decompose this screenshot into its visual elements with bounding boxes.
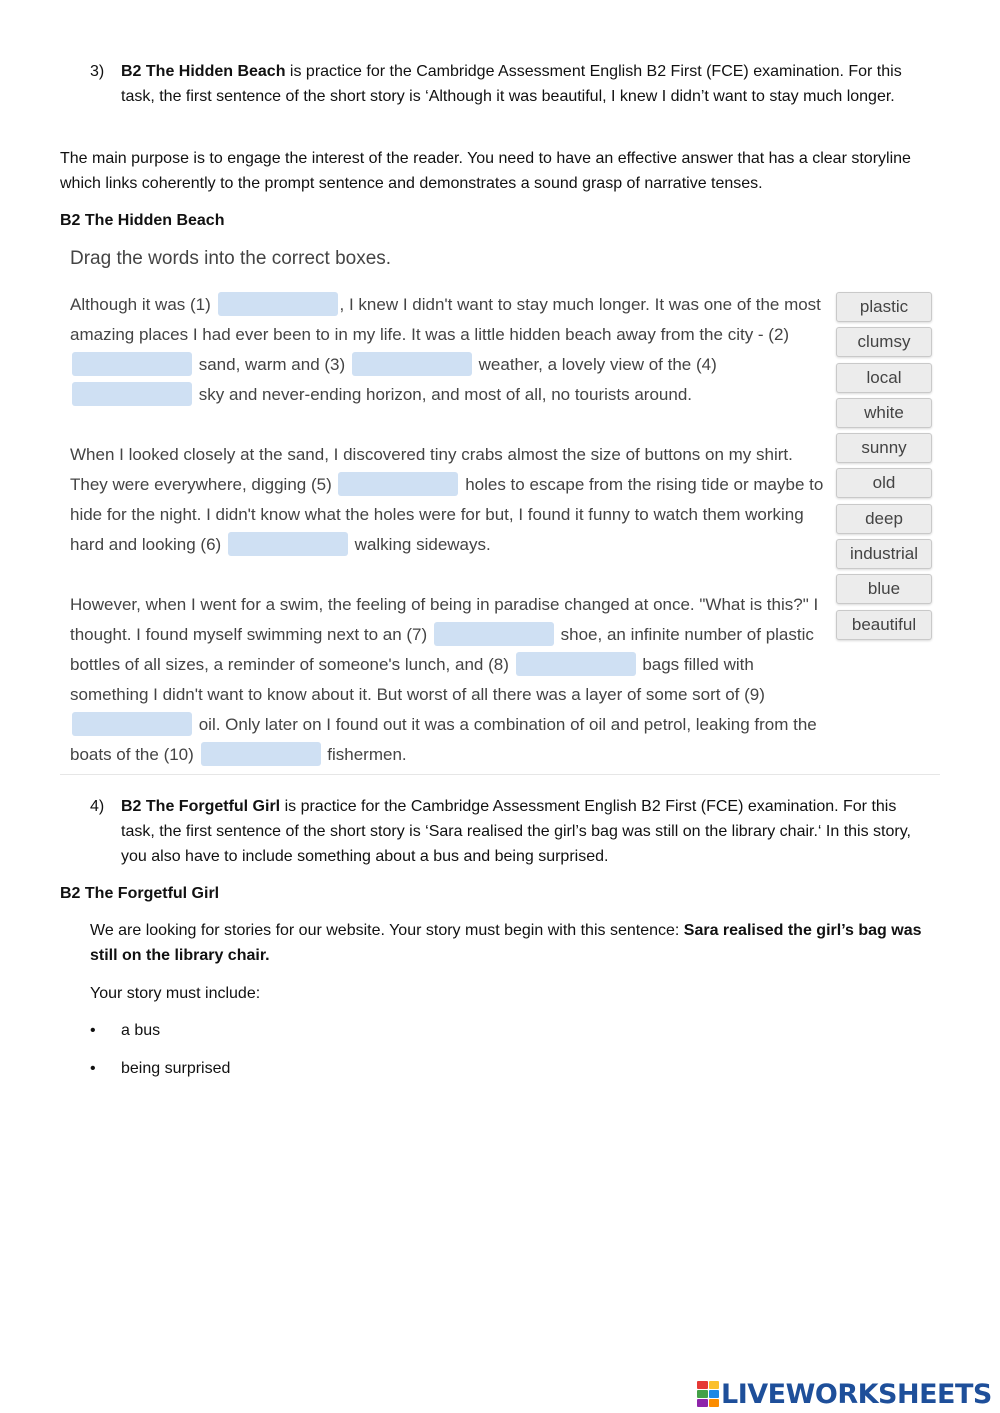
- text-segment: bags filled with something I didn't want to know about it. But worst of all there was a layer of some sort of (9): [70, 655, 765, 704]
- drop-box-3[interactable]: [352, 352, 472, 376]
- list-item-text: being surprised: [121, 1060, 231, 1077]
- drop-box-8[interactable]: [516, 652, 636, 676]
- text-segment: weather, a lovely view of the (4): [473, 355, 717, 374]
- text-segment: fishermen.: [322, 745, 407, 764]
- word-chip[interactable]: white: [836, 398, 932, 428]
- text-segment: sky and never-ending horizon, and most of all, no tourists around.: [194, 385, 693, 404]
- word-chip[interactable]: industrial: [836, 539, 932, 569]
- item-4-body: [121, 794, 931, 869]
- list-item-text: a bus: [121, 1022, 161, 1039]
- item-text: is practice for the Cambridge Assessment English B2 First (FCE) examination. For this task, the first sentence of the short story is ‘Although it was beautiful, I knew I didn’t want to stay much longer.: [121, 63, 902, 105]
- bullet-icon: •: [90, 1022, 96, 1039]
- drop-box-7[interactable]: [434, 622, 554, 646]
- exercise-paragraph-1: [70, 290, 830, 410]
- word-chip[interactable]: deep: [836, 504, 932, 534]
- text-segment: walking sideways.: [349, 535, 491, 554]
- text-segment: sand, warm and (3): [194, 355, 346, 374]
- item-number: 4): [90, 798, 105, 815]
- text-segment: shoe, an infinite number of plastic bottles of all sizes, a reminder of someone's lunch, and (8): [70, 625, 814, 674]
- word-chip[interactable]: beautiful: [836, 610, 932, 640]
- text-segment: oil. Only later on I found out it was a combination of oil and petrol, leaking from the boats of the (10): [70, 715, 817, 764]
- item-title: B2 The Hidden Beach: [121, 63, 286, 80]
- text-segment: holes to escape from the rising tide or maybe to hide for the night. I didn't know what the holes were for but, I found it funny to watch them working hard and looking (6): [70, 475, 824, 554]
- item-title: B2 The Forgetful Girl: [121, 798, 281, 815]
- drag-exercise: [60, 240, 940, 775]
- drop-box-6[interactable]: [228, 532, 348, 556]
- item-3-body: [121, 59, 931, 109]
- item-number: 3): [90, 63, 105, 80]
- text-segment: When I looked closely at the sand, I discovered tiny crabs almost the size of buttons on my shirt. They were everywhere, digging (5): [70, 445, 793, 494]
- liveworksheets-logo: [697, 1378, 992, 1410]
- section-heading: B2 The Hidden Beach: [60, 212, 225, 229]
- word-chip[interactable]: plastic: [836, 292, 932, 322]
- drop-box-1[interactable]: [218, 292, 338, 316]
- drop-box-10[interactable]: [201, 742, 321, 766]
- drop-box-2[interactable]: [72, 352, 192, 376]
- text-segment: Although it was (1): [70, 295, 211, 314]
- drop-box-4[interactable]: [72, 382, 192, 406]
- word-bank: [836, 292, 932, 645]
- exercise-text: [70, 290, 830, 800]
- word-chip[interactable]: local: [836, 363, 932, 393]
- word-chip[interactable]: clumsy: [836, 327, 932, 357]
- exercise-paragraph-3: [70, 590, 830, 770]
- prompt-first-sentence: Sara realised the girl’s bag was still on the library chair.: [90, 922, 922, 964]
- word-chip[interactable]: old: [836, 468, 932, 498]
- bullet-icon: •: [90, 1060, 96, 1077]
- section-heading: B2 The Forgetful Girl: [60, 885, 220, 902]
- purpose-paragraph: The main purpose is to engage the interest of the reader. You need to have an effective answer that has a clear storyline which links coherently to the prompt sentence and demonstrates a sound grasp of narrative tenses.: [60, 150, 911, 192]
- text-segment: However, when I went for a swim, the feeling of being in paradise changed at once. "What is this?" I thought. I found myself swimming next to an (7): [70, 595, 819, 644]
- exercise-paragraph-2: [70, 440, 830, 560]
- drop-box-5[interactable]: [338, 472, 458, 496]
- exercise-instruction: Drag the words into the correct boxes.: [70, 248, 392, 269]
- item-text: is practice for the Cambridge Assessment English B2 First (FCE) examination. For this task, the first sentence of the short story is ‘Sara realised the girl’s bag was still on the library chair.‘ In this story, you also have to include something about a bus and being surprised.: [121, 798, 911, 865]
- logo-mark-icon: [697, 1381, 719, 1407]
- prompt-text: We are looking for stories for our website. Your story must begin with this sentence:: [90, 922, 684, 939]
- logo-text: LIVEWORKSHEETS: [721, 1378, 992, 1410]
- include-label: Your story must include:: [90, 985, 261, 1002]
- story-prompt: [90, 918, 940, 968]
- drop-box-9[interactable]: [72, 712, 192, 736]
- text-segment: , I knew I didn't want to stay much longer. It was one of the most amazing places I had ever been to in my life. It was a little hidden beach away from the city - (2): [70, 295, 821, 344]
- word-chip[interactable]: sunny: [836, 433, 932, 463]
- word-chip[interactable]: blue: [836, 574, 932, 604]
